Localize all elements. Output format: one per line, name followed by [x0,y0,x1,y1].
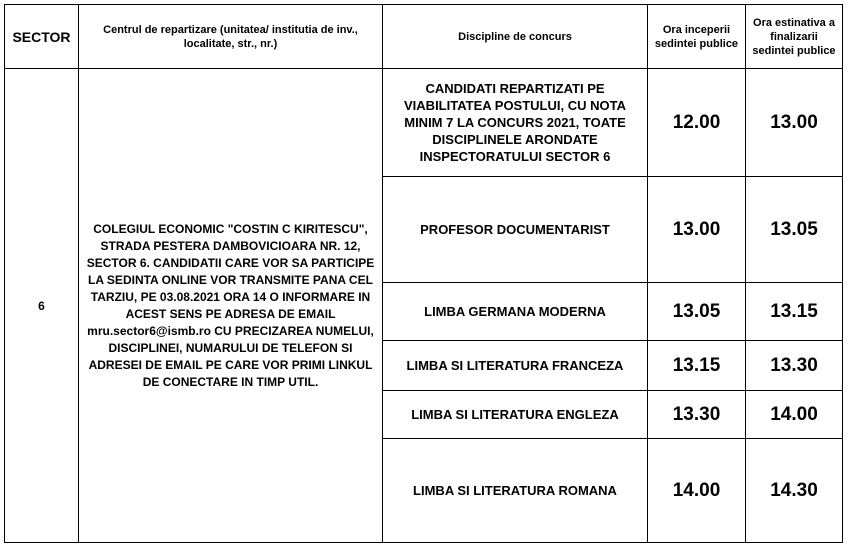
start-time-cell: 12.00 [648,69,746,177]
end-time-cell: 13.15 [746,283,843,341]
discipline-cell: LIMBA GERMANA MODERNA [383,283,648,341]
start-time-cell: 13.30 [648,391,746,439]
header-discipline: Discipline de concurs [383,5,648,69]
end-time-cell: 14.00 [746,391,843,439]
center-cell: COLEGIUL ECONOMIC "COSTIN C KIRITESCU", STRADA PESTERA DAMBOVICIOARA NR. 12, SECTOR 6. CANDIDATII CARE VOR SA PARTICIPE LA SEDINTA ONLINE VOR TRANSMITE PANA CEL TARZIU, PE 03.08.2021 ORA 14 O INFORMARE IN ACEST SENS PE ADRESA DE EMAIL mru.sector6@ismb.ro CU PRECIZAREA NUMELUI, DISCIPLINEI, NUMARULUI DE TELEFON SI ADRESEI DE EMAIL PE CARE VOR PRIMI LINKUL DE CONECTARE IN TIMP UTIL. [79,69,383,543]
sector-cell: 6 [5,69,79,543]
header-row [5,5,843,69]
discipline-cell: LIMBA SI LITERATURA ENGLEZA [383,391,648,439]
end-time-cell: 13.05 [746,177,843,283]
end-time-cell: 13.30 [746,341,843,391]
discipline-cell: PROFESOR DOCUMENTARIST [383,177,648,283]
start-time-cell: 13.00 [648,177,746,283]
discipline-cell: CANDIDATI REPARTIZATI PE VIABILITATEA POSTULUI, CU NOTA MINIM 7 LA CONCURS 2021, TOATE DISCIPLINELE ARONDATE INSPECTORATULUI SECTOR 6 [383,69,648,177]
discipline-cell: LIMBA SI LITERATURA FRANCEZA [383,341,648,391]
header-sector: SECTOR [5,5,79,69]
discipline-cell: LIMBA SI LITERATURA ROMANA [383,439,648,543]
table-row [5,69,843,177]
start-time-cell: 13.15 [648,341,746,391]
start-time-cell: 13.05 [648,283,746,341]
end-time-cell: 13.00 [746,69,843,177]
header-end-time: Ora estinativa a finalizarii sedintei publice [746,5,843,69]
start-time-cell: 14.00 [648,439,746,543]
end-time-cell: 14.30 [746,439,843,543]
header-center: Centrul de repartizare (unitatea/ institutia de inv., localitate, str., nr.) [79,5,383,69]
schedule-table [4,4,843,543]
header-start-time: Ora inceperii sedintei publice [648,5,746,69]
